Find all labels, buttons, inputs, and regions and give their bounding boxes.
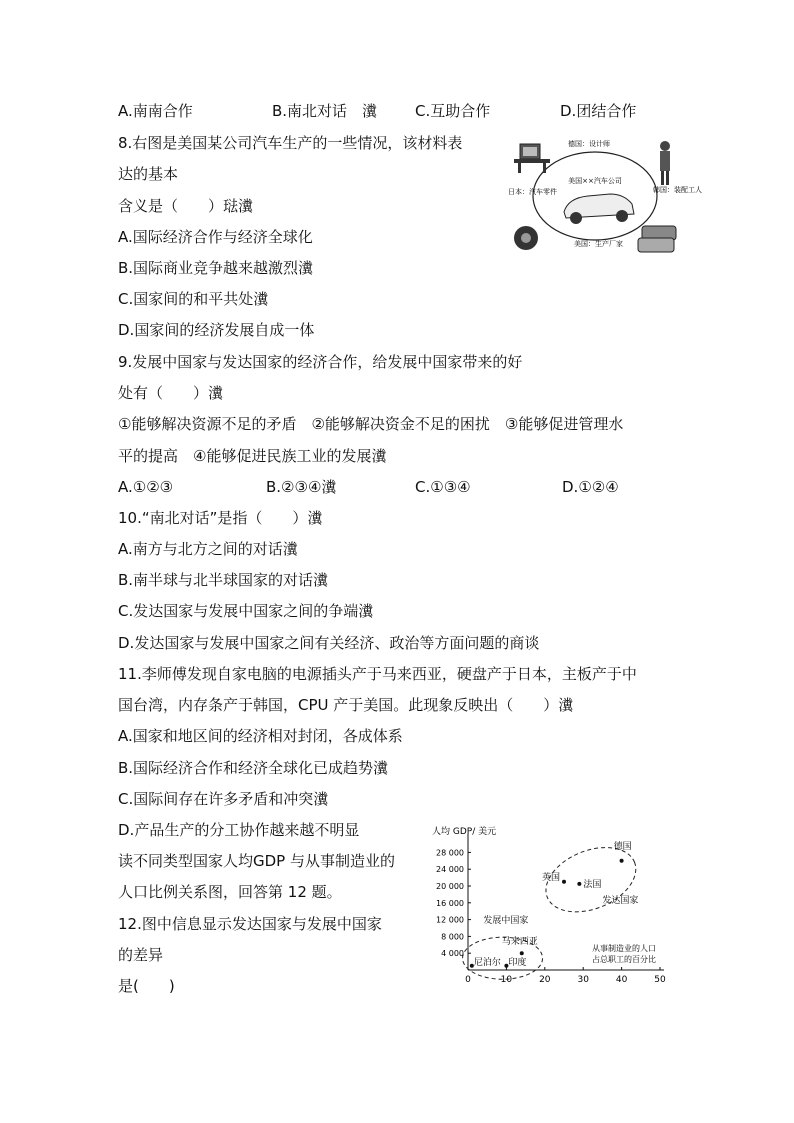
chart-point-label: 马来西亚 [501, 937, 538, 948]
figure-usa-label: 美国：生产厂家 [574, 240, 623, 248]
chart-x-tick-label: 40 [615, 975, 628, 985]
figure-center-label: 美国××汽车公司 [568, 177, 622, 185]
q7-option-d: D.团结合作 [560, 102, 637, 120]
chart-y-tick-label: 24 000 [436, 865, 464, 875]
q8-stem-line3: 含义是（ ）琺瀵 [118, 197, 254, 215]
worker-icon [660, 141, 670, 185]
chart-x-tick-label: 30 [577, 975, 589, 985]
developed-group-label: 发达国家 [602, 895, 639, 906]
q11-stem-line2: 国台湾，内存条产于韩国，CPU 产于美国。此现象反映出（ ）瀵 [118, 696, 574, 714]
q11-option-b: B.国际经济合作和经济全球化已成趋势瀵 [118, 759, 389, 777]
chart-point-label: 印度 [508, 957, 527, 968]
chart-data-point [577, 882, 581, 886]
q9-stem-line1: 9.发展中国家与发达国家的经济合作，给发展中国家带来的好 [118, 353, 523, 371]
q12-stem-line2: 的差异 [118, 946, 164, 964]
q7-option-a: A.南南合作 [118, 102, 193, 120]
chart-x-tick-label: 10 [500, 975, 513, 985]
chart-ylabel: 人均 GDP/ 美元 [432, 827, 497, 837]
chart-y-tick-label: 16 000 [436, 898, 464, 908]
q12-intro-line2: 人口比例关系图，回答第 12 题。 [118, 883, 342, 901]
q8-option-a: A.国际经济合作与经济全球化 [118, 228, 313, 246]
chart-data-point [520, 951, 524, 955]
chart-y-tick-label: 4 000 [441, 949, 464, 959]
q9-stem-line2: 处有（ ）瀵 [118, 384, 224, 402]
chart-y-tick-label: 20 000 [436, 882, 464, 891]
car-icon [564, 194, 634, 224]
q9-statements-line1: ①能够解决资源不足的矛盾 ②能够解决资金不足的困扰 ③能够促进管理水 [118, 415, 624, 433]
figure-germany-label: 德国：设计师 [568, 140, 610, 148]
chart-y-tick-label: 28 000 [436, 848, 464, 858]
q11-option-c: C.国际间存在许多矛盾和冲突瀵 [118, 790, 329, 808]
q8-option-c: C.国家间的和平共处瀵 [118, 290, 269, 308]
figure-japan-label: 日本：汽车零件 [508, 188, 557, 196]
gdp-scatter-chart [422, 822, 678, 1012]
q8-option-d: D.国家间的经济发展自成一体 [118, 321, 315, 339]
q9-option-b: B.②③④瀵 [266, 478, 337, 496]
q9-option-a: A.①②③ [118, 478, 174, 496]
chart-point-label: 德国 [613, 841, 632, 852]
q11-option-d: D.产品生产的分工协作越来越不明显 [118, 821, 360, 839]
chart-x-tick-label: 20 [539, 975, 551, 985]
q12-stem-line3: 是( ) [118, 977, 175, 995]
chart-point-label: 法国 [583, 879, 602, 890]
q12-stem-line1: 12.图中信息显示发达国家与发展中国家 [118, 915, 382, 933]
chart-data-point [562, 880, 566, 884]
q10-option-c: C.发达国家与发展中国家之间的争端瀵 [118, 602, 374, 620]
q8-stem-line1: 8.右图是美国某公司汽车生产的一些情况，该材料表 [118, 134, 463, 152]
q10-stem: 10.“南北对话”是指（ ）瀵 [118, 509, 323, 527]
chart-data-point [620, 859, 624, 863]
chart-x-tick-label: 50 [654, 975, 666, 985]
chart-y-tick-label: 8 000 [441, 932, 464, 942]
chart-y-tick-label: 12 000 [436, 915, 464, 925]
q8-option-b: B.国际商业竞争越来越激烈瀵 [118, 259, 314, 277]
chart-point-label: 尼泊尔 [473, 957, 501, 968]
figure-korea-label: 韩国：装配工人 [653, 186, 702, 194]
factory-cars-icon [638, 226, 676, 252]
car-production-figure [506, 128, 702, 260]
q12-intro-line1: 读不同类型国家人均GDP 与从事制造业的 [118, 852, 395, 870]
q10-option-a: A.南方与北方之间的对话瀵 [118, 540, 298, 558]
q9-statements-line2: 平的提高 ④能够促进民族工业的发展瀵 [118, 447, 387, 465]
chart-x-tick-label: 0 [465, 975, 471, 985]
q11-stem-line1: 11.李师傅发现自家电脑的电源插头产于马来西亚，硬盘产于日本，主板产于中 [118, 665, 637, 683]
q7-option-b: B.南北对话 瀵 [272, 102, 378, 120]
q9-option-c: C.①③④ [415, 478, 471, 496]
q7-option-c: C.互助合作 [415, 102, 491, 120]
q10-option-d: D.发达国家与发展中国家之间有关经济、政治等方面问题的商谈 [118, 634, 540, 652]
q11-option-a: A.国家和地区间的经济相对封闭，各成体系 [118, 727, 403, 745]
developing-group-label: 发展中国家 [483, 915, 529, 926]
tire-icon [514, 226, 538, 250]
computer-icon [514, 144, 550, 173]
q10-option-b: B.南半球与北半球国家的对话瀵 [118, 571, 329, 589]
q8-stem-line2: 达的基本 [118, 165, 179, 183]
chart-point-label: 英国 [542, 872, 561, 883]
q9-option-d: D.①②④ [562, 478, 619, 496]
chart-xlabel: 从事制造业的人口占总职工的百分比 [592, 944, 656, 964]
